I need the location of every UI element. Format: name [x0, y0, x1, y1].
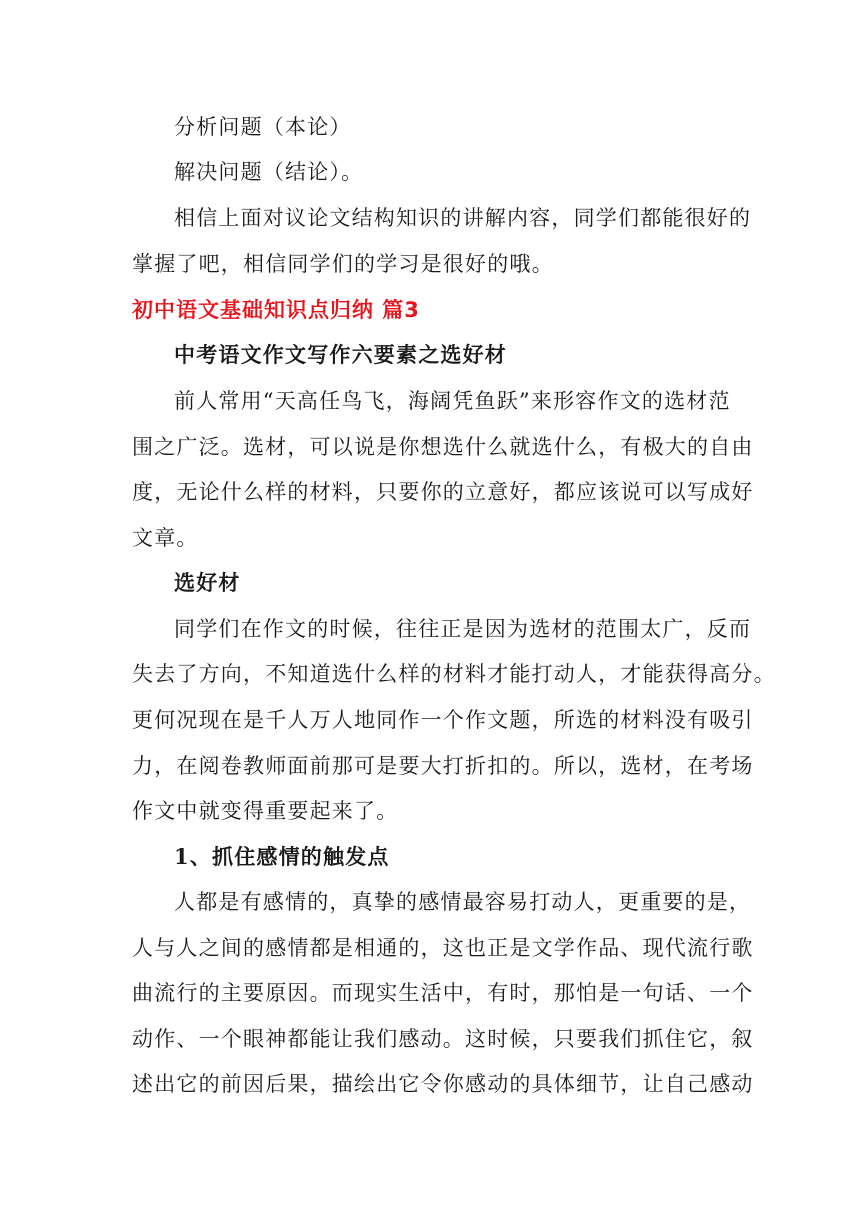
section-heading: 初中语文基础知识点归纳 篇3	[132, 298, 420, 322]
paragraph-line: 更何况现在是千人万人地同作一个作文题，所选的材料没有吸引	[132, 708, 754, 732]
paragraph-line: 人都是有感情的，真挚的感情最容易打动人，更重要的是，	[174, 890, 752, 914]
paragraph-line: 掌握了吧，相信同学们的学习是很好的哦。	[132, 252, 554, 276]
subheading: 选好材	[174, 570, 241, 595]
paragraph-line: 文章。	[132, 526, 199, 550]
paragraph-line: 述出它的前因后果，描绘出它令你感动的具体细节，让自己感动	[132, 1072, 754, 1096]
paragraph-line: 围之广泛。选材，可以说是你想选什么就选什么，有极大的自由	[132, 435, 754, 459]
subheading: 中考语文作文写作六要素之选好材	[174, 342, 507, 367]
paragraph-line: 力，在阅卷教师面前那可是要大打折扣的。所以，选材，在考场	[132, 754, 754, 778]
paragraph-line: 分析问题（本论）	[174, 115, 352, 139]
subheading: 1、抓住感情的触发点	[174, 844, 390, 869]
paragraph-line: 人与人之间的感情都是相通的，这也正是文学作品、现代流行歌	[132, 936, 754, 960]
paragraph-line: 相信上面对议论文结构知识的讲解内容，同学们都能很好的	[174, 206, 752, 230]
paragraph-line: 解决问题（结论）。	[174, 160, 364, 184]
paragraph-line: 前人常用“天高任鸟飞，海阔凭鱼跃”来形容作文的选材范	[174, 389, 731, 413]
paragraph-line: 动作、一个眼神都能让我们感动。这时候，只要我们抓住它，叙	[132, 1027, 754, 1051]
paragraph-line: 作文中就变得重要起来了。	[132, 799, 399, 823]
paragraph-line: 曲流行的主要原因。而现实生活中，有时，那怕是一句话、一个	[132, 981, 754, 1005]
paragraph-line: 度，无论什么样的材料，只要你的立意好，都应该说可以写成好	[132, 480, 754, 504]
paragraph-line: 同学们在作文的时候，往往正是因为选材的范围太广，反而	[174, 617, 752, 641]
paragraph-line: 失去了方向，不知道选什么样的材料才能打动人，才能获得高分。	[132, 662, 776, 686]
